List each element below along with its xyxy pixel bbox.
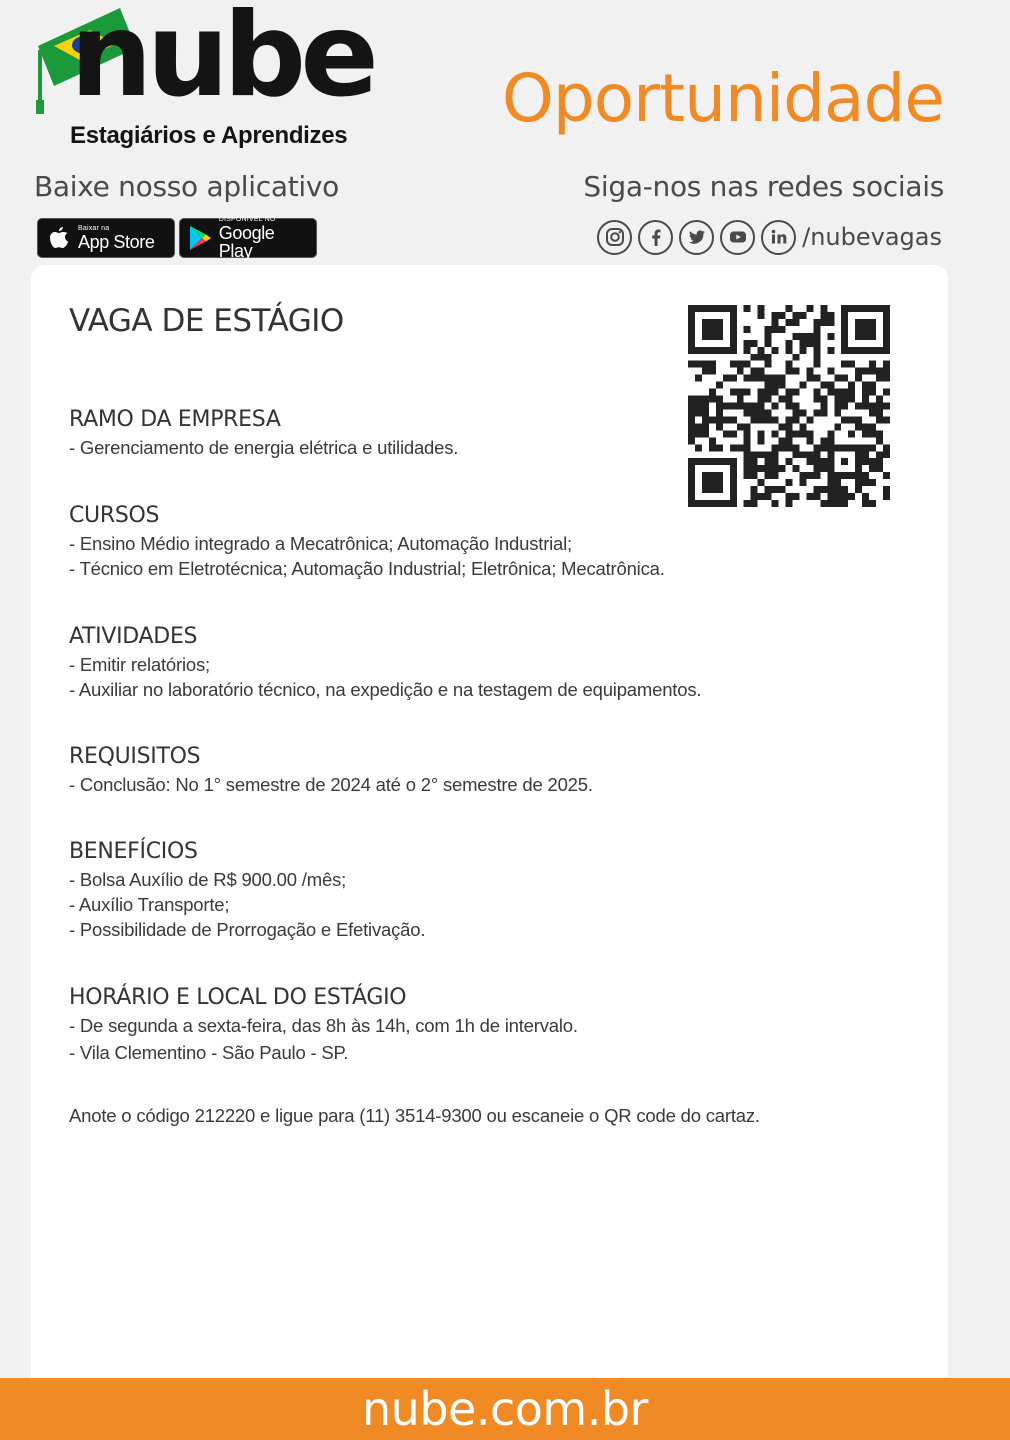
section-atividades [69,622,909,702]
app-store-label: App Store [78,232,155,252]
facebook-icon[interactable] [638,220,673,255]
section-line: - Ensino Médio integrado a Mecatrônica; Automação Industrial; [69,533,572,554]
google-play-small-label: DISPONÍVEL NO [218,216,276,223]
section-line: - Auxiliar no laboratório técnico, na expedição e na testagem de equipamentos. [69,679,702,700]
section-heading: REQUISITOS [69,744,201,769]
app-store-button[interactable] [37,218,175,258]
section-line: - Emitir relatórios; [69,654,210,675]
section-heading: HORÁRIO E LOCAL DO ESTÁGIO [69,985,407,1010]
section-ramo [69,405,909,460]
linkedin-icon[interactable] [761,220,796,255]
social-handle[interactable]: /nubevagas [802,223,942,251]
section-heading: RAMO DA EMPRESA [69,407,281,432]
footer-band [0,1378,1010,1440]
section-heading: CURSOS [69,503,160,528]
social-follow-label: Siga-nos nas redes sociais [583,170,944,203]
section-heading: ATIVIDADES [69,624,198,649]
contact-note: Anote o código 212220 e ligue para (11) 3514-9300 ou escaneie o QR code do cartaz. [69,1105,760,1126]
app-store-small-label: Baixar na [78,225,110,232]
section-line: - Técnico em Eletrotécnica; Automação Industrial; Eletrônica; Mecatrônica. [69,558,665,579]
section-line: - De segunda a sexta-feira, das 8h às 14h, com 1h de intervalo. [69,1015,578,1036]
section-cursos [69,501,909,581]
instagram-icon[interactable] [597,220,632,255]
section-line: - Bolsa Auxílio de R$ 900.00 /mês; [69,869,347,890]
social-links [597,218,942,256]
app-download-label: Baixe nosso aplicativo [34,170,339,203]
section-heading: BENEFÍCIOS [69,839,198,864]
job-title: VAGA DE ESTÁGIO [69,303,344,339]
job-card [31,265,948,1405]
logo-wordmark: nube [70,0,373,123]
section-horario-local [69,983,909,1065]
google-play-label: Google Play [218,223,275,261]
website-link[interactable]: nube.com.br [362,1382,648,1436]
google-play-icon [188,225,213,251]
section-line: - Possibilidade de Prorrogação e Efetivação. [69,919,426,940]
apple-icon [46,225,72,251]
section-beneficios [69,837,909,942]
twitter-icon[interactable] [679,220,714,255]
section-line: - Gerenciamento de energia elétrica e utilidades. [69,437,459,458]
section-requisitos [69,742,909,797]
section-line: - Conclusão: No 1° semestre de 2024 até o 2° semestre de 2025. [69,774,593,795]
youtube-icon[interactable] [720,220,755,255]
nube-logo [34,0,373,158]
section-line: - Vila Clementino - São Paulo - SP. [69,1042,349,1063]
page-headline: Oportunidade [501,60,944,137]
logo-subtitle: Estagiários e Aprendizes [70,122,348,149]
section-line: - Auxílio Transporte; [69,894,230,915]
google-play-button[interactable] [179,216,317,261]
